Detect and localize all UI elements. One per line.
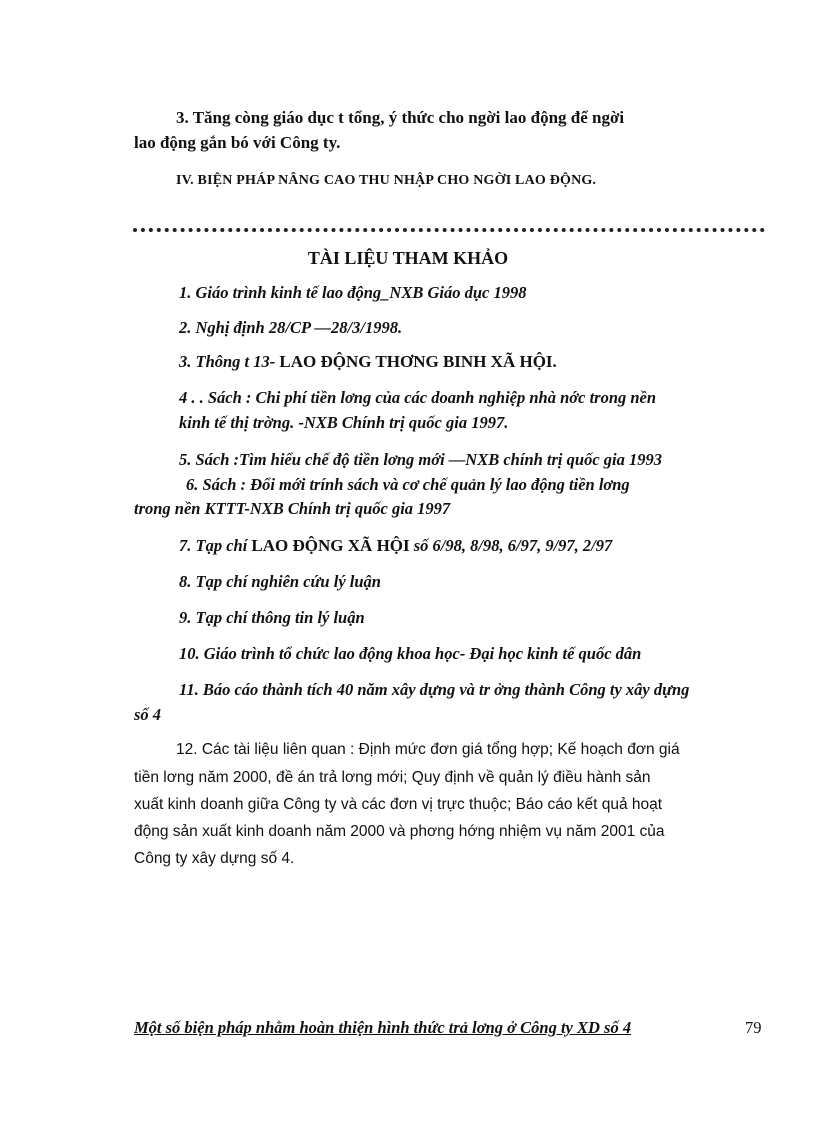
- reference-item-9: 9. Tạp chí thông tin lý luận: [179, 608, 365, 627]
- reference-item-11: 11. Báo cáo thành tích 40 năm xây dựng và tr ởng thành Công ty xây dựng: [179, 680, 690, 699]
- reference-item-12-line1: 12. Các tài liệu liên quan : Định mức đơn giá tổng hợp; Kế hoạch đơn giá: [176, 741, 680, 758]
- section-heading: IV. BIỆN PHÁP NÂNG CAO THU NHẬP CHO NGỜI LAO ĐỘNG.: [176, 173, 597, 188]
- dotted-separator: [133, 228, 765, 232]
- reference-item-8: 8. Tạp chí nghiên cứu lý luận: [179, 572, 381, 591]
- reference-item-4: 4 . . Sách : Chi phí tiền lơng của các doanh nghiệp nhà nớc trong nền: [179, 388, 657, 407]
- para3-line1: 3. Tăng còng giáo dục t tổng, ý thức cho ngời lao động để ngời: [176, 108, 625, 127]
- page-number: 79: [745, 1018, 762, 1037]
- reference-item-12-line5: Công ty xây dựng số 4.: [134, 850, 295, 867]
- reference-item-7: 7. Tạp chí LAO ĐỘNG XÃ HỘI số 6/98, 8/98, 6/97, 9/97, 2/97: [179, 536, 613, 555]
- reference-item-3: 3. Thông t 13- LAO ĐỘNG THƠNG BINH XÃ HỘI.: [179, 352, 557, 371]
- references-title: TÀI LIỆU THAM KHẢO: [307, 248, 509, 268]
- reference-item-5: 5. Sách :Tìm hiểu chế độ tiền lơng mới —NXB chính trị quốc gia 1993: [179, 450, 662, 469]
- footer-title: Một số biện pháp nhằm hoàn thiện hình thức trả lơng ở Công ty XD số 4: [134, 1018, 632, 1037]
- reference-item-6-cont: trong nền KTTT-NXB Chính trị quốc gia 1997: [134, 499, 451, 518]
- reference-item-2: 2. Nghị định 28/CP —28/3/1998.: [179, 318, 403, 337]
- para3-line2: lao động gắn bó với Công ty.: [134, 133, 341, 152]
- reference-item-11-cont: số 4: [134, 705, 162, 724]
- reference-item-1: 1. Giáo trình kinh tế lao động_NXB Giáo dục 1998: [179, 283, 527, 302]
- reference-item-10: 10. Giáo trình tổ chức lao động khoa học- Đại học kinh tế quốc dân: [179, 644, 642, 663]
- reference-item-4-cont: kinh tế thị trờng. -NXB Chính trị quốc gia 1997.: [179, 413, 509, 432]
- reference-item-12-line3: xuất kinh doanh giữa Công ty và các đơn vị trực thuộc; Báo cáo kết quả hoạt: [134, 796, 663, 813]
- reference-item-12-line2: tiền lơng năm 2000, đề án trả lơng mới; Quy định về quản lý điều hành sản: [134, 769, 651, 786]
- reference-item-12-line4: động sản xuất kinh doanh năm 2000 và phơng hớng nhiệm vụ năm 2001 của: [134, 823, 665, 840]
- reference-item-6: 6. Sách : Đổi mới trính sách và cơ chế quản lý lao động tiền lơng: [186, 475, 630, 494]
